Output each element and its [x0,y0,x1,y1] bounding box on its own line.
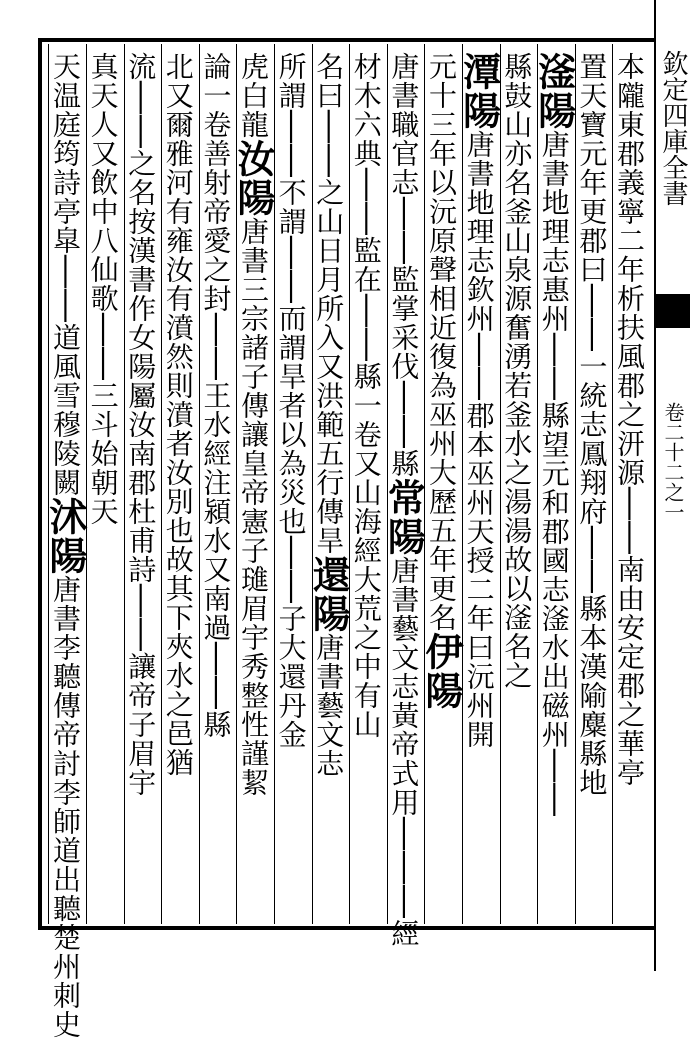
column-text: 唐書職官志││監掌采伐││縣 [387,52,421,478]
column-text: 論一卷善射帝愛之封││王水經注潁水又南過││縣 [199,52,233,739]
place-name-heading: 還陽 [306,555,352,633]
column-text: 天温庭筠詩亭皐││道風雪穆陵闕 [48,52,82,497]
text-column [418,52,464,922]
frame-bottom-border [38,926,654,930]
place-name-heading: 滏陽 [531,52,577,130]
place-name-heading: 伊陽 [418,632,464,710]
text-column [576,52,612,922]
column-text: 唐書藝文志黃帝式用│││經 [387,556,421,948]
text-column [381,52,427,948]
column-text: 唐書三宗諸子傳讓皇帝憲子璡眉宇秀整性謹絜 [236,217,270,797]
text-column [531,52,577,922]
text-column [200,52,236,922]
column-text: 名曰││之山日月所入又洪範五行傳旱 [312,52,346,555]
text-column [42,52,88,1039]
place-name-heading: 沭陽 [42,497,88,575]
place-name-heading: 汝陽 [230,139,276,217]
column-text: 虎白龍 [236,52,270,139]
column-text: 唐書藝文志 [312,633,346,778]
frame-top-border [38,38,654,42]
text-column [613,52,649,922]
column-text: 真天人又飲中八仙歌││三斗始朝天 [86,52,120,526]
column-text: 置天寶元年更郡曰││一統志鳳翔府││縣本漢隃麋縣地 [575,52,609,797]
fish-tail-mark [656,294,690,328]
text-column [306,52,352,922]
column-text: 元十三年以沅原聲相近復為巫州大歷五年更名 [424,52,458,632]
frame-left-border [38,38,42,930]
text-column [230,52,276,922]
text-column [501,52,537,922]
column-text: 縣鼓山亦名釜山泉源奮湧若釜水之湯湯故以滏名之 [500,52,534,690]
text-column [125,52,161,922]
column-text: 北又爾雅河有雍汝有濆然則濆者汝別也故其下夾水之邑猶 [161,52,195,777]
text-column [456,52,502,922]
column-text: 唐書地理志欽州││郡本巫州天授二年曰沅州開 [462,130,496,749]
text-column [350,52,386,922]
text-column [162,52,198,922]
text-column [87,52,123,922]
column-text: 本隴東郡義寧二年析扶風郡之汧源││南由安定郡之華亭 [612,52,646,787]
place-name-heading: 常陽 [381,478,427,556]
text-column [275,52,311,922]
column-text: 所謂││不謂││而謂旱者以為災也││子大還丹金 [274,52,308,749]
place-name-heading: 潭陽 [456,52,502,130]
column-text: 唐書李聽傳帝討李師道出聽楚州刺史 [48,575,82,1039]
column-text: 材木六典││監在││縣一卷又山海經大荒之中有山 [349,52,383,739]
gutter-juan-number: 卷二十二之一 [661,402,685,522]
column-text: 唐書地理志惠州││縣望元和郡國志滏水出磁州││ [537,130,571,817]
column-text: 流││之名按漢書作女陽屬汝南郡杜甫詩││讓帝子眉宇 [124,52,158,797]
gutter-title: 欽定四庫全書 [658,50,688,206]
